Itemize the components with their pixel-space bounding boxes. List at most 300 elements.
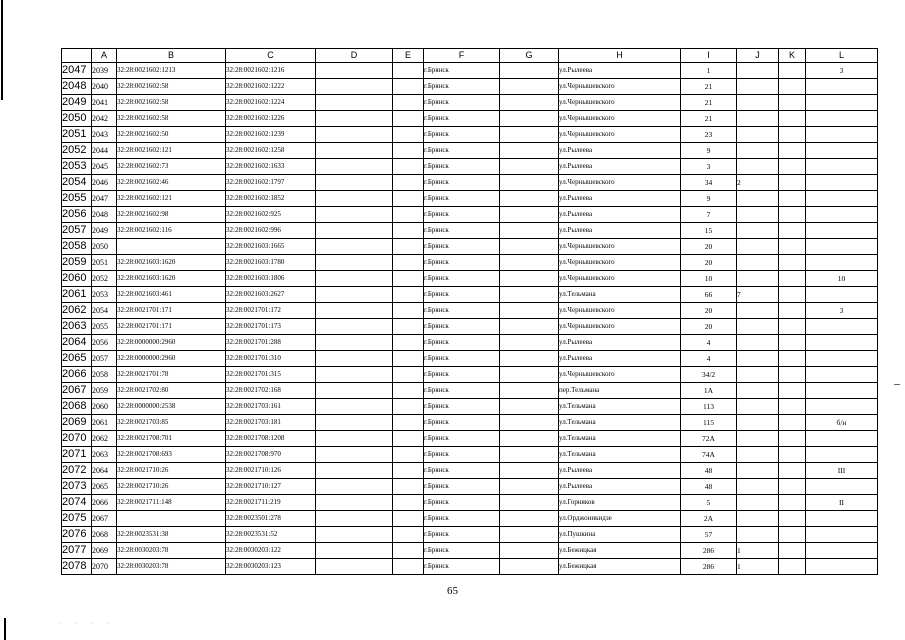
cell-j[interactable]	[737, 255, 779, 271]
cell-h[interactable]: ул.Рылеева	[559, 479, 681, 495]
cell-h[interactable]: ул.Рылеева	[559, 223, 681, 239]
cell-a[interactable]: 2042	[92, 111, 117, 127]
cell-b[interactable]: 32:28:0021602:121	[117, 143, 226, 159]
row-number[interactable]: 2068	[62, 399, 92, 415]
cell-k[interactable]	[779, 127, 806, 143]
row-number[interactable]: 2054	[62, 175, 92, 191]
cell-a[interactable]: 2054	[92, 303, 117, 319]
cell-f[interactable]: г.Брянск	[424, 159, 500, 175]
cell-a[interactable]: 2049	[92, 223, 117, 239]
cell-i[interactable]: 113	[681, 399, 737, 415]
cell-h[interactable]: ул.Чернышевского	[559, 271, 681, 287]
cell-j[interactable]: 2	[737, 175, 779, 191]
cell-g[interactable]	[500, 383, 559, 399]
cell-f[interactable]: г.Брянск	[424, 127, 500, 143]
column-header-j[interactable]: J	[737, 49, 779, 63]
cell-b[interactable]: 32:28:0021602:116	[117, 223, 226, 239]
cell-k[interactable]	[779, 303, 806, 319]
cell-b[interactable]: 32:28:0021602:58	[117, 111, 226, 127]
cell-a[interactable]: 2056	[92, 335, 117, 351]
cell-b[interactable]: 32:28:0021602:58	[117, 95, 226, 111]
cell-j[interactable]	[737, 335, 779, 351]
cell-g[interactable]	[500, 511, 559, 527]
cell-c[interactable]: 32:28:0021603:1806	[226, 271, 316, 287]
cell-e[interactable]	[393, 239, 424, 255]
cell-d[interactable]	[316, 63, 393, 79]
cell-b[interactable]: 32:28:0021710:26	[117, 479, 226, 495]
cell-a[interactable]: 2039	[92, 63, 117, 79]
cell-c[interactable]: 32:28:0021602:996	[226, 223, 316, 239]
cell-b[interactable]: 32:28:0021701:171	[117, 303, 226, 319]
cell-f[interactable]: г.Брянск	[424, 479, 500, 495]
cell-g[interactable]	[500, 127, 559, 143]
cell-l[interactable]	[806, 207, 878, 223]
cell-j[interactable]	[737, 351, 779, 367]
cell-c[interactable]: 32:28:0021710:126	[226, 463, 316, 479]
cell-b[interactable]	[117, 239, 226, 255]
cell-b[interactable]: 32:28:0021602:58	[117, 79, 226, 95]
column-header-e[interactable]: E	[393, 49, 424, 63]
cell-d[interactable]	[316, 335, 393, 351]
cell-h[interactable]: ул.Орджоникидзе	[559, 511, 681, 527]
cell-c[interactable]: 32:28:0021602:1222	[226, 79, 316, 95]
cell-f[interactable]: г.Брянск	[424, 223, 500, 239]
cell-b[interactable]: 32:28:0021602:73	[117, 159, 226, 175]
cell-j[interactable]	[737, 495, 779, 511]
cell-h[interactable]: ул.Рылеева	[559, 191, 681, 207]
cell-l[interactable]	[806, 399, 878, 415]
cell-g[interactable]	[500, 431, 559, 447]
cell-l[interactable]	[806, 191, 878, 207]
cell-a[interactable]: 2047	[92, 191, 117, 207]
cell-i[interactable]: 23	[681, 127, 737, 143]
cell-g[interactable]	[500, 143, 559, 159]
cell-b[interactable]	[117, 511, 226, 527]
cell-g[interactable]	[500, 79, 559, 95]
cell-a[interactable]: 2063	[92, 447, 117, 463]
cell-l[interactable]	[806, 111, 878, 127]
cell-a[interactable]: 2065	[92, 479, 117, 495]
cell-d[interactable]	[316, 127, 393, 143]
cell-c[interactable]: 32:28:0021701:315	[226, 367, 316, 383]
cell-c[interactable]: 32:28:0021602:1258	[226, 143, 316, 159]
cell-h[interactable]: ул.Тельмана	[559, 431, 681, 447]
cell-f[interactable]: г.Брянск	[424, 287, 500, 303]
cell-k[interactable]	[779, 335, 806, 351]
cell-i[interactable]: 66	[681, 287, 737, 303]
cell-l[interactable]	[806, 287, 878, 303]
cell-h[interactable]: ул.Пушкина	[559, 527, 681, 543]
cell-b[interactable]: 32:28:0023531:38	[117, 527, 226, 543]
cell-f[interactable]: г.Брянск	[424, 543, 500, 559]
cell-h[interactable]: ул.Чернышевского	[559, 95, 681, 111]
row-number[interactable]: 2051	[62, 127, 92, 143]
cell-e[interactable]	[393, 159, 424, 175]
cell-e[interactable]	[393, 143, 424, 159]
cell-i[interactable]: 21	[681, 79, 737, 95]
cell-g[interactable]	[500, 399, 559, 415]
cell-j[interactable]	[737, 303, 779, 319]
cell-j[interactable]	[737, 479, 779, 495]
cell-h[interactable]: ул.Чернышевского	[559, 127, 681, 143]
cell-d[interactable]	[316, 495, 393, 511]
cell-i[interactable]: 9	[681, 191, 737, 207]
column-header-i[interactable]: I	[681, 49, 737, 63]
cell-i[interactable]: 7	[681, 207, 737, 223]
cell-k[interactable]	[779, 207, 806, 223]
cell-f[interactable]: г.Брянск	[424, 207, 500, 223]
cell-k[interactable]	[779, 95, 806, 111]
cell-a[interactable]: 2041	[92, 95, 117, 111]
cell-d[interactable]	[316, 463, 393, 479]
cell-j[interactable]: 1	[737, 559, 779, 575]
row-number[interactable]: 2066	[62, 367, 92, 383]
cell-f[interactable]: г.Брянск	[424, 495, 500, 511]
cell-a[interactable]: 2050	[92, 239, 117, 255]
cell-e[interactable]	[393, 431, 424, 447]
cell-h[interactable]: ул.Чернышевского	[559, 303, 681, 319]
cell-g[interactable]	[500, 367, 559, 383]
cell-l[interactable]	[806, 95, 878, 111]
cell-k[interactable]	[779, 559, 806, 575]
cell-h[interactable]: ул.Чернышевского	[559, 175, 681, 191]
cell-a[interactable]: 2045	[92, 159, 117, 175]
cell-f[interactable]: г.Брянск	[424, 111, 500, 127]
cell-k[interactable]	[779, 287, 806, 303]
cell-l[interactable]	[806, 223, 878, 239]
cell-g[interactable]	[500, 335, 559, 351]
cell-b[interactable]: 32:28:0021602:121	[117, 191, 226, 207]
cell-c[interactable]: 32:28:0021602:1239	[226, 127, 316, 143]
cell-f[interactable]: г.Брянск	[424, 95, 500, 111]
cell-j[interactable]	[737, 399, 779, 415]
cell-l[interactable]	[806, 255, 878, 271]
cell-i[interactable]: 48	[681, 463, 737, 479]
cell-j[interactable]	[737, 207, 779, 223]
cell-f[interactable]: г.Брянск	[424, 335, 500, 351]
cell-i[interactable]: 1А	[681, 383, 737, 399]
cell-h[interactable]: ул.Чернышевского	[559, 239, 681, 255]
cell-a[interactable]: 2061	[92, 415, 117, 431]
row-number[interactable]: 2073	[62, 479, 92, 495]
cell-b[interactable]: 32:28:0000000:2538	[117, 399, 226, 415]
cell-e[interactable]	[393, 63, 424, 79]
cell-h[interactable]: пер.Тельмана	[559, 383, 681, 399]
cell-l[interactable]	[806, 319, 878, 335]
cell-h[interactable]: ул.Бежицкая	[559, 543, 681, 559]
row-number[interactable]: 2056	[62, 207, 92, 223]
cell-f[interactable]: г.Брянск	[424, 351, 500, 367]
row-number[interactable]: 2062	[62, 303, 92, 319]
cell-c[interactable]: 32:28:0021603:1780	[226, 255, 316, 271]
cell-d[interactable]	[316, 239, 393, 255]
cell-g[interactable]	[500, 159, 559, 175]
cell-c[interactable]: 32:28:0021603:2627	[226, 287, 316, 303]
cell-g[interactable]	[500, 527, 559, 543]
cell-l[interactable]: III	[806, 463, 878, 479]
cell-j[interactable]	[737, 511, 779, 527]
cell-b[interactable]: 32:28:0021602:1213	[117, 63, 226, 79]
cell-b[interactable]: 32:28:0021603:461	[117, 287, 226, 303]
cell-l[interactable]	[806, 127, 878, 143]
cell-d[interactable]	[316, 223, 393, 239]
cell-j[interactable]	[737, 463, 779, 479]
cell-e[interactable]	[393, 335, 424, 351]
cell-h[interactable]: ул.Чернышевского	[559, 79, 681, 95]
cell-d[interactable]	[316, 111, 393, 127]
cell-h[interactable]: ул.Чернышевского	[559, 111, 681, 127]
column-header-k[interactable]: K	[779, 49, 806, 63]
cell-f[interactable]: г.Брянск	[424, 527, 500, 543]
cell-i[interactable]: 4	[681, 335, 737, 351]
cell-c[interactable]: 32:28:0021701:310	[226, 351, 316, 367]
cell-g[interactable]	[500, 479, 559, 495]
cell-k[interactable]	[779, 175, 806, 191]
cell-d[interactable]	[316, 511, 393, 527]
cell-e[interactable]	[393, 255, 424, 271]
cell-d[interactable]	[316, 559, 393, 575]
cell-a[interactable]: 2070	[92, 559, 117, 575]
cell-k[interactable]	[779, 399, 806, 415]
cell-l[interactable]	[806, 367, 878, 383]
cell-k[interactable]	[779, 271, 806, 287]
cell-i[interactable]: 3	[681, 159, 737, 175]
cell-k[interactable]	[779, 367, 806, 383]
cell-g[interactable]	[500, 559, 559, 575]
cell-j[interactable]	[737, 319, 779, 335]
cell-b[interactable]: 32:28:0021701:78	[117, 367, 226, 383]
cell-i[interactable]: 10	[681, 271, 737, 287]
cell-g[interactable]	[500, 447, 559, 463]
row-number[interactable]: 2053	[62, 159, 92, 175]
cell-j[interactable]	[737, 95, 779, 111]
cell-c[interactable]: 32:28:0021701:288	[226, 335, 316, 351]
cell-j[interactable]	[737, 127, 779, 143]
cell-d[interactable]	[316, 367, 393, 383]
cell-l[interactable]: 3	[806, 303, 878, 319]
cell-e[interactable]	[393, 447, 424, 463]
cell-e[interactable]	[393, 207, 424, 223]
cell-b[interactable]: 32:28:0021702:80	[117, 383, 226, 399]
row-number[interactable]: 2052	[62, 143, 92, 159]
cell-e[interactable]	[393, 287, 424, 303]
cell-g[interactable]	[500, 271, 559, 287]
cell-l[interactable]	[806, 431, 878, 447]
cell-a[interactable]: 2062	[92, 431, 117, 447]
cell-d[interactable]	[316, 383, 393, 399]
cell-k[interactable]	[779, 319, 806, 335]
cell-i[interactable]: 1	[681, 63, 737, 79]
cell-k[interactable]	[779, 143, 806, 159]
cell-k[interactable]	[779, 383, 806, 399]
cell-d[interactable]	[316, 479, 393, 495]
row-number[interactable]: 2063	[62, 319, 92, 335]
cell-l[interactable]	[806, 479, 878, 495]
row-number[interactable]: 2050	[62, 111, 92, 127]
cell-g[interactable]	[500, 95, 559, 111]
cell-k[interactable]	[779, 511, 806, 527]
column-header-f[interactable]: F	[424, 49, 500, 63]
column-header-h[interactable]: H	[559, 49, 681, 63]
cell-g[interactable]	[500, 63, 559, 79]
cell-b[interactable]: 32:28:0000000:2960	[117, 351, 226, 367]
cell-b[interactable]: 32:28:0021710:26	[117, 463, 226, 479]
cell-l[interactable]	[806, 79, 878, 95]
cell-f[interactable]: г.Брянск	[424, 431, 500, 447]
cell-g[interactable]	[500, 303, 559, 319]
cell-h[interactable]: ул.Чернышевского	[559, 319, 681, 335]
cell-j[interactable]	[737, 239, 779, 255]
row-number[interactable]: 2060	[62, 271, 92, 287]
cell-i[interactable]: 9	[681, 143, 737, 159]
cell-i[interactable]: 21	[681, 95, 737, 111]
cell-i[interactable]: 21	[681, 111, 737, 127]
cell-k[interactable]	[779, 447, 806, 463]
cell-i[interactable]: 15	[681, 223, 737, 239]
cell-f[interactable]: г.Брянск	[424, 255, 500, 271]
cell-f[interactable]: г.Брянск	[424, 415, 500, 431]
cell-j[interactable]	[737, 383, 779, 399]
cell-c[interactable]: 32:28:0021602:1224	[226, 95, 316, 111]
cell-l[interactable]	[806, 447, 878, 463]
cell-b[interactable]: 32:28:0021602:50	[117, 127, 226, 143]
cell-d[interactable]	[316, 271, 393, 287]
column-header-c[interactable]: C	[226, 49, 316, 63]
cell-f[interactable]: г.Брянск	[424, 383, 500, 399]
cell-l[interactable]	[806, 143, 878, 159]
cell-k[interactable]	[779, 495, 806, 511]
row-number[interactable]: 2065	[62, 351, 92, 367]
cell-e[interactable]	[393, 127, 424, 143]
cell-g[interactable]	[500, 415, 559, 431]
cell-k[interactable]	[779, 191, 806, 207]
cell-l[interactable]: 3	[806, 63, 878, 79]
cell-e[interactable]	[393, 191, 424, 207]
cell-g[interactable]	[500, 239, 559, 255]
cell-a[interactable]: 2067	[92, 511, 117, 527]
cell-f[interactable]: г.Брянск	[424, 463, 500, 479]
cell-e[interactable]	[393, 511, 424, 527]
cell-h[interactable]: ул.Тельмана	[559, 399, 681, 415]
row-number[interactable]: 2049	[62, 95, 92, 111]
cell-g[interactable]	[500, 495, 559, 511]
cell-c[interactable]: 32:28:0021602:1852	[226, 191, 316, 207]
cell-k[interactable]	[779, 255, 806, 271]
cell-i[interactable]: 115	[681, 415, 737, 431]
cell-h[interactable]: ул.Тельмана	[559, 447, 681, 463]
cell-a[interactable]: 2057	[92, 351, 117, 367]
cell-g[interactable]	[500, 207, 559, 223]
cell-a[interactable]: 2051	[92, 255, 117, 271]
cell-h[interactable]: ул.Рылеева	[559, 335, 681, 351]
cell-d[interactable]	[316, 431, 393, 447]
row-number[interactable]: 2074	[62, 495, 92, 511]
cell-i[interactable]: 286	[681, 543, 737, 559]
row-number[interactable]: 2078	[62, 559, 92, 575]
cell-i[interactable]: 286	[681, 559, 737, 575]
cell-c[interactable]: 32:28:0021703:181	[226, 415, 316, 431]
cell-f[interactable]: г.Брянск	[424, 191, 500, 207]
cell-f[interactable]: г.Брянск	[424, 239, 500, 255]
cell-e[interactable]	[393, 415, 424, 431]
cell-k[interactable]	[779, 479, 806, 495]
column-header-b[interactable]: B	[117, 49, 226, 63]
cell-b[interactable]: 32:28:0021711:148	[117, 495, 226, 511]
cell-h[interactable]: ул.Чернышевского	[559, 367, 681, 383]
row-number[interactable]: 2048	[62, 79, 92, 95]
cell-b[interactable]: 32:28:0000000:2960	[117, 335, 226, 351]
cell-i[interactable]: 34	[681, 175, 737, 191]
cell-k[interactable]	[779, 63, 806, 79]
cell-k[interactable]	[779, 463, 806, 479]
row-number[interactable]: 2061	[62, 287, 92, 303]
cell-a[interactable]: 2040	[92, 79, 117, 95]
cell-i[interactable]: 48	[681, 479, 737, 495]
column-header-g[interactable]: G	[500, 49, 559, 63]
cell-l[interactable]	[806, 543, 878, 559]
cell-h[interactable]: ул.Рылеева	[559, 159, 681, 175]
cell-e[interactable]	[393, 271, 424, 287]
cell-g[interactable]	[500, 111, 559, 127]
cell-d[interactable]	[316, 287, 393, 303]
cell-e[interactable]	[393, 111, 424, 127]
cell-i[interactable]: 72А	[681, 431, 737, 447]
cell-a[interactable]: 2052	[92, 271, 117, 287]
cell-f[interactable]: г.Брянск	[424, 271, 500, 287]
row-number[interactable]: 2076	[62, 527, 92, 543]
row-number[interactable]: 2055	[62, 191, 92, 207]
cell-c[interactable]: 32:28:0021603:1665	[226, 239, 316, 255]
cell-d[interactable]	[316, 319, 393, 335]
cell-i[interactable]: 5	[681, 495, 737, 511]
cell-f[interactable]: г.Брянск	[424, 559, 500, 575]
cell-g[interactable]	[500, 543, 559, 559]
cell-e[interactable]	[393, 559, 424, 575]
cell-a[interactable]: 2069	[92, 543, 117, 559]
cell-a[interactable]: 2066	[92, 495, 117, 511]
cell-c[interactable]: 32:28:0021701:172	[226, 303, 316, 319]
cell-l[interactable]	[806, 511, 878, 527]
cell-b[interactable]: 32:28:0021603:1620	[117, 255, 226, 271]
cell-e[interactable]	[393, 223, 424, 239]
cell-c[interactable]: 32:28:0021602:925	[226, 207, 316, 223]
cell-c[interactable]: 32:28:0021711:219	[226, 495, 316, 511]
cell-i[interactable]: 20	[681, 255, 737, 271]
cell-e[interactable]	[393, 303, 424, 319]
cell-c[interactable]: 32:28:0021702:168	[226, 383, 316, 399]
cell-b[interactable]: 32:28:0021708:693	[117, 447, 226, 463]
cell-i[interactable]: 20	[681, 319, 737, 335]
row-number[interactable]: 2071	[62, 447, 92, 463]
cell-d[interactable]	[316, 159, 393, 175]
cell-e[interactable]	[393, 463, 424, 479]
cell-c[interactable]: 32:28:0021602:1797	[226, 175, 316, 191]
row-number[interactable]: 2064	[62, 335, 92, 351]
cell-k[interactable]	[779, 543, 806, 559]
cell-d[interactable]	[316, 399, 393, 415]
cell-h[interactable]: ул.Горняков	[559, 495, 681, 511]
cell-j[interactable]	[737, 63, 779, 79]
cell-h[interactable]: ул.Чернышевского	[559, 255, 681, 271]
cell-j[interactable]	[737, 431, 779, 447]
cell-j[interactable]	[737, 191, 779, 207]
row-number[interactable]: 2075	[62, 511, 92, 527]
cell-j[interactable]	[737, 415, 779, 431]
cell-l[interactable]	[806, 559, 878, 575]
cell-b[interactable]: 32:28:0021602:46	[117, 175, 226, 191]
cell-d[interactable]	[316, 191, 393, 207]
cell-j[interactable]	[737, 447, 779, 463]
